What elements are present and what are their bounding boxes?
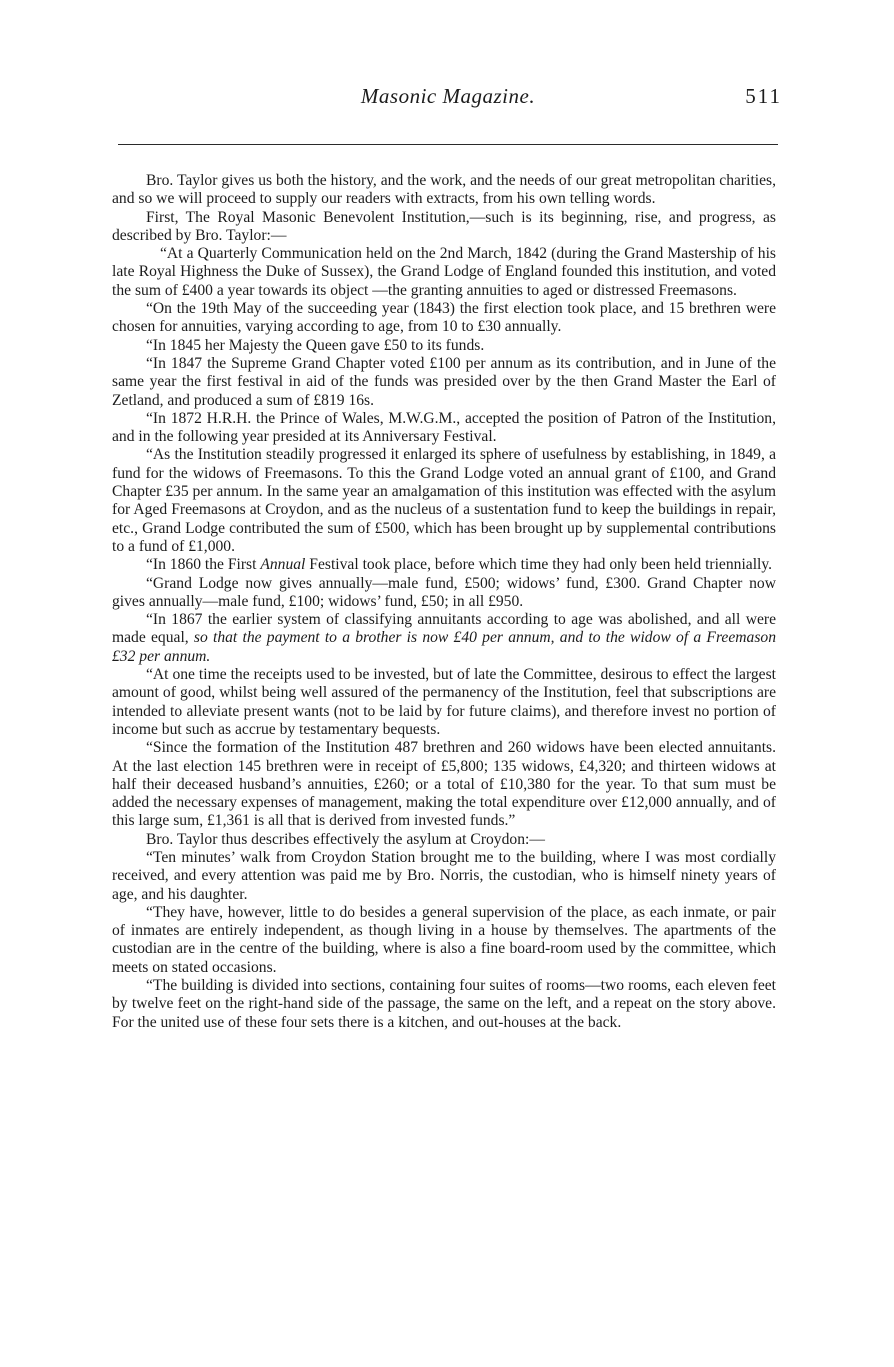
paragraph: “At one time the receipts used to be invested, but of late the Committee, desirous to effect the largest amount of good, whilst being well assured of the permanency of the Institution, feel that subscriptions are intended to alleviate present wants (not to be laid by for future claims), and therefore invest no portion of income but such as accrue by testamentary bequests. xyxy=(112,666,776,738)
page-number: 511 xyxy=(745,84,782,108)
paragraph: “As the Institution steadily progressed it enlarged its sphere of usefulness by establishing, in 1849, a fund for the widows of Freemasons. To this the Grand Lodge voted an annual grant of £100, and Grand Chapter £35 per annum. In the same year an amalgamation of this institution was effected with the asylum for Aged Freemasons at Croydon, and as the nucleus of a sustentation fund to keep the buildings in repair, etc., Grand Lodge contributed the sum of £500, which has been brought up by supplemental contributions to a fund of £1,000. xyxy=(112,446,776,555)
header-rule xyxy=(118,144,778,145)
paragraph xyxy=(112,611,776,666)
paragraph: “In 1847 the Supreme Grand Chapter voted £100 per annum as its contribution, and in June of the same year the first festival in aid of the funds was presided over by the then Grand Master the Earl of Zetland, and produced a sum of £819 16s. xyxy=(112,354,776,409)
running-header xyxy=(118,84,782,114)
paragraph: “In 1872 H.R.H. the Prince of Wales, M.W.G.M., accepted the position of Patron of the Institution, and in the following year presided at its Anniversary Festival. xyxy=(112,409,776,446)
paragraph: “Since the formation of the Institution 487 brethren and 260 widows have been elected annuitants. At the last election 145 brethren were in receipt of £5,800; 135 widows, £4,320; and thirteen widows at half their deceased husband’s annuities, £260; or a total of £10,380 for the year. To that sum must be added the necessary expenses of management, making the total expenditure over £12,000 annually, and of this large sum, £1,361 is all that is derived from invested funds.” xyxy=(112,739,776,830)
header-title: Masonic Magazine. xyxy=(360,84,536,108)
paragraph: Bro. Taylor thus describes effectively the asylum at Croydon:— xyxy=(146,830,545,848)
article-body xyxy=(112,172,776,1032)
paragraph: “At a Quarterly Communication held on the 2nd March, 1842 (during the Grand Mastership of his late Royal Highness the Duke of Sussex), the Grand Lodge of England founded this institution, and voted the sum of £400 a year towards its object —the granting annuities to aged or distressed Freemasons. xyxy=(112,245,776,299)
paragraph-text: “In 1867 the earlier system of classifying annuitants according to age was abolished, and all were made equal, xyxy=(112,611,776,647)
paragraph: First, The Royal Masonic Benevolent Institution,—such is its beginning, rise, and progress, as described by Bro. Taylor:— xyxy=(112,208,776,244)
italic-text: so that the payment to a brother is now £40 per annum, and to the widow of a Freemason £32 per annum. xyxy=(112,629,776,665)
paragraph-text: “In 1860 the First xyxy=(146,556,261,574)
paragraph: Bro. Taylor gives us both the history, and the work, and the needs of our great metropolitan charities, and so we will proceed to supply our readers with extracts, from his own telling words. xyxy=(112,172,776,208)
paragraph: “They have, however, little to do besides a general supervision of the place, as each inmate, or pair of inmates are entirely independent, as though living in a house by themselves. The apartments of the custodian are in the centre of the building, where is also a fine board-room used by the committee, which meets on stated occasions. xyxy=(112,903,776,976)
italic-text: Annual xyxy=(260,556,306,574)
paragraph: “The building is divided into sections, containing four suites of rooms—two rooms, each eleven feet by twelve feet on the right-hand side of the passage, the same on the left, and a repeat on the story above. For the united use of these four sets there is a kitchen, and out-houses at the back. xyxy=(112,977,776,1031)
paragraph: “Ten minutes’ walk from Croydon Station brought me to the building, where I was most cordially received, and every attention was paid me by Bro. Norris, the custodian, who is himself ninety years of age, and his daughter. xyxy=(112,848,776,903)
paragraph-text: Festival took place, before which time they had only been held triennially. xyxy=(305,556,773,574)
paragraph: “In 1845 her Majesty the Queen gave £50 to its funds. xyxy=(146,336,485,354)
paragraph: “Grand Lodge now gives annually—male fund, £500; widows’ fund, £300. Grand Chapter now gives annually—male fund, £100; widows’ fund, £50; in all £950. xyxy=(112,574,776,610)
paragraph: “On the 19th May of the succeeding year (1843) the first election took place, and 15 brethren were chosen for annuities, varying according to age, from 10 to £30 annually. xyxy=(112,300,776,336)
paragraph xyxy=(112,556,776,574)
